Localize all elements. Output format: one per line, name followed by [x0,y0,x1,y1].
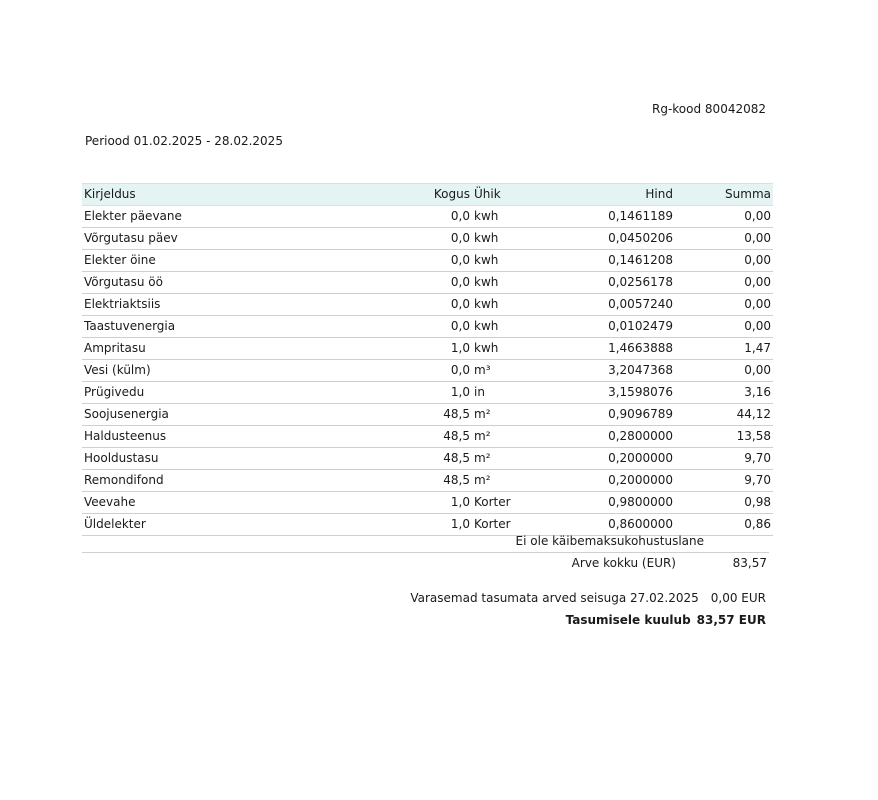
cell-quantity: 1,0 [368,492,472,514]
cell-sum: 0,00 [675,228,773,250]
cell-price: 0,2000000 [540,470,675,492]
table-header-row [82,184,773,206]
vat-note: Ei ole käibemaksukohustuslane [514,531,706,553]
cell-unit: kwh [472,228,540,250]
cell-sum: 9,70 [675,448,773,470]
column-header-description: Kirjeldus [82,184,368,206]
cell-unit: m³ [472,360,540,382]
invoice-total-label: Arve kokku (EUR) [571,556,676,570]
table-row [82,294,773,316]
cell-unit: Korter [472,514,540,536]
cell-description: Elektriaktsiis [82,294,368,316]
cell-quantity: 0,0 [368,250,472,272]
cell-description: Elekter päevane [82,206,368,228]
cell-price: 0,2800000 [540,426,675,448]
table-row [82,316,773,338]
previous-unpaid-line [410,591,766,605]
cell-price: 0,9800000 [540,492,675,514]
cell-sum: 1,47 [675,338,773,360]
cell-price: 0,0102479 [540,316,675,338]
cell-quantity: 48,5 [368,404,472,426]
cell-unit: Korter [472,492,540,514]
cell-unit: kwh [472,338,540,360]
cell-unit: m² [472,426,540,448]
cell-sum: 0,00 [675,250,773,272]
cell-description: Veevahe [82,492,368,514]
cell-sum: 0,00 [675,360,773,382]
cell-unit: m² [472,404,540,426]
registration-code: Rg-kood 80042082 [652,102,766,116]
table-row [82,382,773,404]
invoice-items-body [82,206,773,536]
cell-description: Soojusenergia [82,404,368,426]
table-row [82,250,773,272]
column-header-unit: Ühik [472,184,540,206]
cell-description: Võrgutasu öö [82,272,368,294]
cell-price: 3,2047368 [540,360,675,382]
cell-unit: kwh [472,250,540,272]
cell-sum: 44,12 [675,404,773,426]
cell-sum: 0,98 [675,492,773,514]
cell-price: 0,1461189 [540,206,675,228]
cell-unit: m² [472,448,540,470]
cell-unit: in [472,382,540,404]
cell-quantity: 0,0 [368,206,472,228]
cell-price: 3,1598076 [540,382,675,404]
cell-price: 0,9096789 [540,404,675,426]
vat-note-row [82,531,769,553]
cell-sum: 13,58 [675,426,773,448]
table-row [82,360,773,382]
cell-sum: 0,00 [675,294,773,316]
column-header-sum: Summa [675,184,773,206]
invoice-total-value: 83,57 [732,556,767,570]
cell-description: Remondifond [82,470,368,492]
previous-unpaid-label: Varasemad tasumata arved seisuga 27.02.2025 [410,591,699,605]
cell-description: Võrgutasu päev [82,228,368,250]
cell-description: Üldelekter [82,514,368,536]
table-row [82,404,773,426]
billing-period: Periood 01.02.2025 - 28.02.2025 [85,134,283,148]
cell-quantity: 48,5 [368,426,472,448]
cell-quantity: 0,0 [368,316,472,338]
cell-unit: m² [472,470,540,492]
cell-price: 0,0057240 [540,294,675,316]
cell-price: 0,8600000 [540,514,675,536]
amount-due-label: Tasumisele kuulub [565,613,691,627]
cell-description: Hooldustasu [82,448,368,470]
cell-sum: 0,00 [675,316,773,338]
cell-quantity: 48,5 [368,448,472,470]
cell-price: 0,0256178 [540,272,675,294]
cell-description: Taastuvenergia [82,316,368,338]
cell-unit: kwh [472,316,540,338]
cell-price: 0,1461208 [540,250,675,272]
amount-due-line [566,613,766,627]
cell-unit: kwh [472,272,540,294]
table-row [82,272,773,294]
cell-sum: 0,00 [675,206,773,228]
invoice-total-row [82,553,769,575]
table-row [82,426,773,448]
cell-description: Prügivedu [82,382,368,404]
cell-price: 0,2000000 [540,448,675,470]
table-row [82,228,773,250]
cell-quantity: 1,0 [368,514,472,536]
table-row [82,448,773,470]
table-row [82,492,773,514]
cell-quantity: 48,5 [368,470,472,492]
cell-description: Haldusteenus [82,426,368,448]
invoice-items-table [82,183,773,536]
totals-table [82,531,769,574]
cell-description: Vesi (külm) [82,360,368,382]
cell-quantity: 1,0 [368,382,472,404]
cell-description: Ampritasu [82,338,368,360]
table-row [82,206,773,228]
table-row [82,338,773,360]
cell-quantity: 0,0 [368,294,472,316]
cell-quantity: 1,0 [368,338,472,360]
cell-sum: 9,70 [675,470,773,492]
cell-unit: kwh [472,206,540,228]
cell-price: 1,4663888 [540,338,675,360]
previous-unpaid-value: 0,00 EUR [710,591,766,605]
cell-description: Elekter öine [82,250,368,272]
cell-quantity: 0,0 [368,272,472,294]
cell-sum: 0,86 [675,514,773,536]
table-row [82,470,773,492]
cell-price: 0,0450206 [540,228,675,250]
amount-due-value: 83,57 EUR [696,613,766,627]
cell-unit: kwh [472,294,540,316]
column-header-quantity: Kogus [368,184,472,206]
cell-sum: 3,16 [675,382,773,404]
cell-quantity: 0,0 [368,360,472,382]
cell-sum: 0,00 [675,272,773,294]
cell-quantity: 0,0 [368,228,472,250]
column-header-price: Hind [540,184,675,206]
